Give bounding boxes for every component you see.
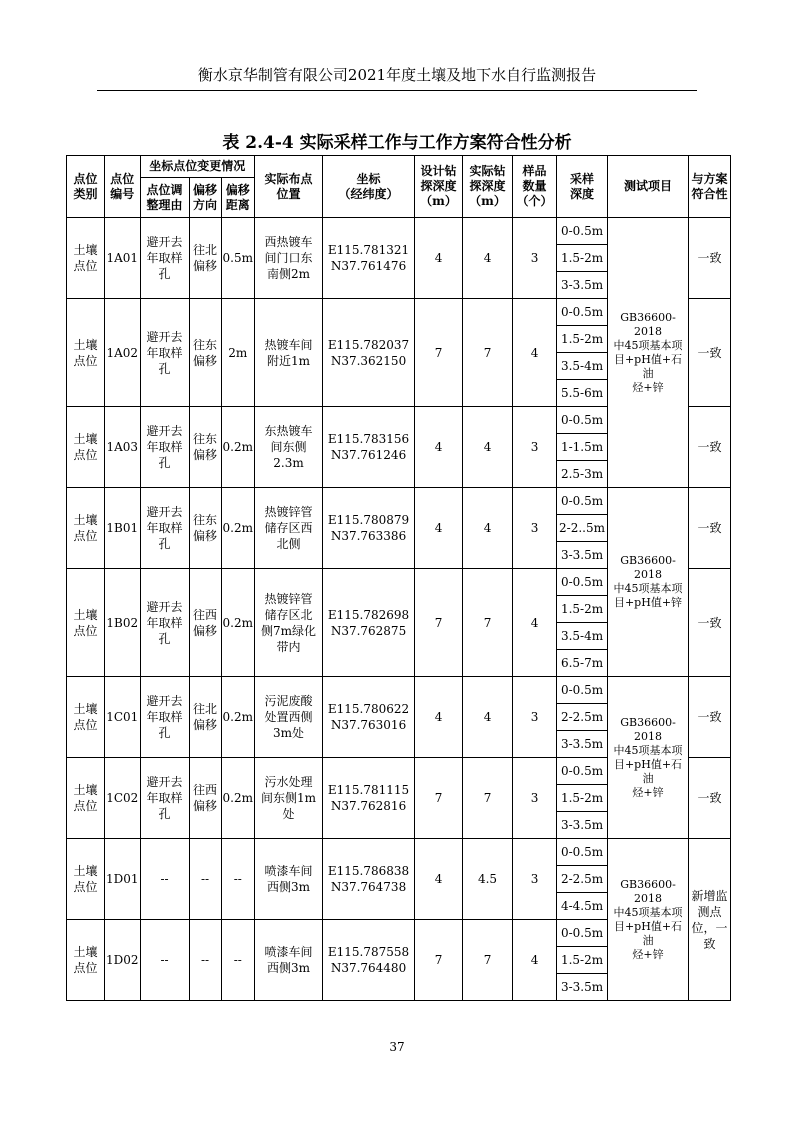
table-row [67, 218, 731, 245]
col-header-design-depth: 设计钻 探深度 （m） [415, 156, 463, 218]
cell-design-depth: 4 [415, 839, 463, 920]
cell-sample-depth: 0-0.5m [557, 920, 608, 947]
cell-location: 西热镀车 间门口东 南侧2m [255, 218, 323, 299]
cell-sample-count: 4 [513, 299, 557, 407]
cell-sample-depth: 3.5-4m [557, 353, 608, 380]
cell-reason: -- [140, 839, 189, 920]
cell-offset-dir: 往北 偏移 [189, 677, 221, 758]
cell-coord: E115.783156 N37.761246 [323, 407, 415, 488]
cell-id: 1C02 [105, 758, 141, 839]
cell-test-items: GB36600-2018 中45项基本项 目+pH值+锌 [608, 488, 689, 677]
cell-sample-depth: 0-0.5m [557, 758, 608, 785]
cell-reason: -- [140, 920, 189, 1001]
cell-conformity: 一致 [689, 407, 731, 488]
cell-sample-depth: 1-1.5m [557, 434, 608, 461]
cell-design-depth: 7 [415, 920, 463, 1001]
cell-offset-dist: -- [221, 920, 254, 1001]
cell-offset-dist: -- [221, 839, 254, 920]
cell-location: 热镀锌管 储存区北 侧7m绿化 带内 [255, 569, 323, 677]
cell-type: 土壤 点位 [67, 218, 105, 299]
cell-sample-depth: 1.5-2m [557, 245, 608, 272]
cell-design-depth: 4 [415, 407, 463, 488]
cell-coord: E115.780879 N37.763386 [323, 488, 415, 569]
cell-sample-depth: 3-3.5m [557, 974, 608, 1001]
cell-coord: E115.781321 N37.761476 [323, 218, 415, 299]
col-header-type: 点位 类别 [67, 156, 105, 218]
cell-design-depth: 4 [415, 218, 463, 299]
cell-sample-count: 4 [513, 920, 557, 1001]
cell-type: 土壤 点位 [67, 920, 105, 1001]
cell-reason: 避开去 年取样 孔 [140, 677, 189, 758]
cell-id: 1D01 [105, 839, 141, 920]
cell-reason: 避开去 年取样 孔 [140, 758, 189, 839]
cell-reason: 避开去 年取样 孔 [140, 407, 189, 488]
cell-coord: E115.780622 N37.763016 [323, 677, 415, 758]
cell-conformity: 一致 [689, 758, 731, 839]
cell-offset-dir: 往东 偏移 [189, 299, 221, 407]
cell-conformity: 新增监 测点 位，一 致 [689, 839, 731, 1001]
cell-location: 东热镀车 间东侧 2.3m [255, 407, 323, 488]
cell-sample-depth: 0-0.5m [557, 839, 608, 866]
cell-sample-depth: 5.5-6m [557, 380, 608, 407]
cell-reason: 避开去 年取样 孔 [140, 569, 189, 677]
page-header: 衡水京华制管有限公司2021年度土壤及地下水自行监测报告 [197, 66, 597, 84]
cell-sample-count: 3 [513, 677, 557, 758]
col-header-id: 点位 编号 [105, 156, 141, 218]
cell-test-items: GB36600-2018 中45项基本项 目+pH值+石油 烃+锌 [608, 839, 689, 1001]
cell-id: 1A01 [105, 218, 141, 299]
cell-sample-depth: 6.5-7m [557, 650, 608, 677]
cell-offset-dist: 2m [221, 299, 254, 407]
cell-actual-depth: 4 [463, 218, 513, 299]
cell-id: 1C01 [105, 677, 141, 758]
cell-location: 热镀车间 附近1m [255, 299, 323, 407]
cell-location: 污泥废酸 处置西侧 3m处 [255, 677, 323, 758]
cell-location: 喷漆车间 西侧3m [255, 839, 323, 920]
cell-location: 污水处理 间东侧1m 处 [255, 758, 323, 839]
cell-offset-dist: 0.5m [221, 218, 254, 299]
col-header-sample-depth: 采样 深度 [557, 156, 608, 218]
cell-sample-depth: 1.5-2m [557, 596, 608, 623]
cell-offset-dir: 往东 偏移 [189, 488, 221, 569]
cell-offset-dir: -- [189, 920, 221, 1001]
col-header-reason: 点位调 整理由 [140, 178, 189, 218]
cell-design-depth: 7 [415, 299, 463, 407]
col-header-location: 实际布点 位置 [255, 156, 323, 218]
cell-design-depth: 4 [415, 677, 463, 758]
cell-conformity: 一致 [689, 569, 731, 677]
cell-coord: E115.786838 N37.764738 [323, 839, 415, 920]
cell-sample-count: 3 [513, 488, 557, 569]
col-header-coord: 坐标 （经纬度） [323, 156, 415, 218]
cell-offset-dist: 0.2m [221, 488, 254, 569]
cell-type: 土壤 点位 [67, 407, 105, 488]
cell-conformity: 一致 [689, 299, 731, 407]
cell-sample-depth: 0-0.5m [557, 569, 608, 596]
col-header-test-items: 测试项目 [608, 156, 689, 218]
col-header-dist: 偏移 距离 [221, 178, 254, 218]
cell-offset-dir: 往西 偏移 [189, 569, 221, 677]
cell-sample-depth: 4-4.5m [557, 893, 608, 920]
cell-sample-count: 3 [513, 407, 557, 488]
cell-conformity: 一致 [689, 218, 731, 299]
cell-coord: E115.787558 N37.764480 [323, 920, 415, 1001]
cell-type: 土壤 点位 [67, 758, 105, 839]
table-row [67, 839, 731, 866]
table-row [67, 488, 731, 515]
cell-offset-dist: 0.2m [221, 569, 254, 677]
cell-test-items: GB36600-2018 中45项基本项 目+pH值+石油 烃+锌 [608, 218, 689, 488]
cell-coord: E115.782698 N37.762875 [323, 569, 415, 677]
cell-test-items: GB36600-2018 中45项基本项 目+pH值+石油 烃+锌 [608, 677, 689, 839]
cell-reason: 避开去 年取样 孔 [140, 299, 189, 407]
cell-sample-depth: 0-0.5m [557, 407, 608, 434]
cell-sample-depth: 1.5-2m [557, 785, 608, 812]
sampling-conformity-table [66, 155, 731, 1001]
cell-reason: 避开去 年取样 孔 [140, 218, 189, 299]
cell-sample-count: 3 [513, 839, 557, 920]
col-header-actual-depth: 实际钻 探深度 （m） [463, 156, 513, 218]
cell-id: 1B02 [105, 569, 141, 677]
cell-offset-dir: 往东 偏移 [189, 407, 221, 488]
cell-sample-depth: 1.5-2m [557, 326, 608, 353]
cell-actual-depth: 7 [463, 569, 513, 677]
cell-type: 土壤 点位 [67, 488, 105, 569]
cell-offset-dir: 往北 偏移 [189, 218, 221, 299]
cell-design-depth: 4 [415, 488, 463, 569]
cell-design-depth: 7 [415, 569, 463, 677]
cell-id: 1B01 [105, 488, 141, 569]
cell-actual-depth: 4 [463, 407, 513, 488]
cell-type: 土壤 点位 [67, 677, 105, 758]
cell-offset-dir: 往西 偏移 [189, 758, 221, 839]
cell-sample-depth: 0-0.5m [557, 218, 608, 245]
col-header-change-group: 坐标点位变更情况 [140, 156, 254, 178]
cell-conformity: 一致 [689, 488, 731, 569]
cell-actual-depth: 4 [463, 488, 513, 569]
cell-id: 1A02 [105, 299, 141, 407]
cell-sample-count: 3 [513, 218, 557, 299]
cell-reason: 避开去 年取样 孔 [140, 488, 189, 569]
cell-sample-depth: 0-0.5m [557, 677, 608, 704]
cell-type: 土壤 点位 [67, 299, 105, 407]
cell-sample-depth: 3-3.5m [557, 812, 608, 839]
cell-sample-depth: 1.5-2m [557, 947, 608, 974]
cell-sample-depth: 2-2.5m [557, 704, 608, 731]
col-header-conformity: 与方案 符合性 [689, 156, 731, 218]
cell-sample-depth: 3-3.5m [557, 731, 608, 758]
cell-sample-depth: 0-0.5m [557, 488, 608, 515]
cell-actual-depth: 7 [463, 758, 513, 839]
cell-sample-depth: 2-2..5m [557, 515, 608, 542]
table-title: 表 2.4-4 实际采样工作与工作方案符合性分析 [222, 133, 572, 153]
header-rule [97, 90, 697, 91]
cell-sample-depth: 3-3.5m [557, 542, 608, 569]
cell-coord: E115.781115 N37.762816 [323, 758, 415, 839]
cell-sample-depth: 3.5-4m [557, 623, 608, 650]
cell-coord: E115.782037 N37.362150 [323, 299, 415, 407]
cell-offset-dir: -- [189, 839, 221, 920]
cell-sample-depth: 2-2.5m [557, 866, 608, 893]
cell-conformity: 一致 [689, 677, 731, 758]
cell-offset-dist: 0.2m [221, 758, 254, 839]
cell-actual-depth: 4 [463, 677, 513, 758]
cell-sample-count: 3 [513, 758, 557, 839]
cell-sample-depth: 3-3.5m [557, 272, 608, 299]
cell-sample-depth: 2.5-3m [557, 461, 608, 488]
cell-actual-depth: 7 [463, 299, 513, 407]
cell-id: 1D02 [105, 920, 141, 1001]
cell-location: 喷漆车间 西侧3m [255, 920, 323, 1001]
cell-actual-depth: 4.5 [463, 839, 513, 920]
cell-sample-count: 4 [513, 569, 557, 677]
cell-location: 热镀锌管 储存区西 北侧 [255, 488, 323, 569]
cell-type: 土壤 点位 [67, 569, 105, 677]
cell-id: 1A03 [105, 407, 141, 488]
cell-sample-depth: 0-0.5m [557, 299, 608, 326]
cell-offset-dist: 0.2m [221, 407, 254, 488]
cell-actual-depth: 7 [463, 920, 513, 1001]
cell-design-depth: 7 [415, 758, 463, 839]
page-number: 37 [389, 1040, 405, 1054]
table-row [67, 677, 731, 704]
col-header-count: 样品 数量 （个） [513, 156, 557, 218]
cell-offset-dist: 0.2m [221, 677, 254, 758]
cell-type: 土壤 点位 [67, 839, 105, 920]
col-header-dir: 偏移 方向 [189, 178, 221, 218]
